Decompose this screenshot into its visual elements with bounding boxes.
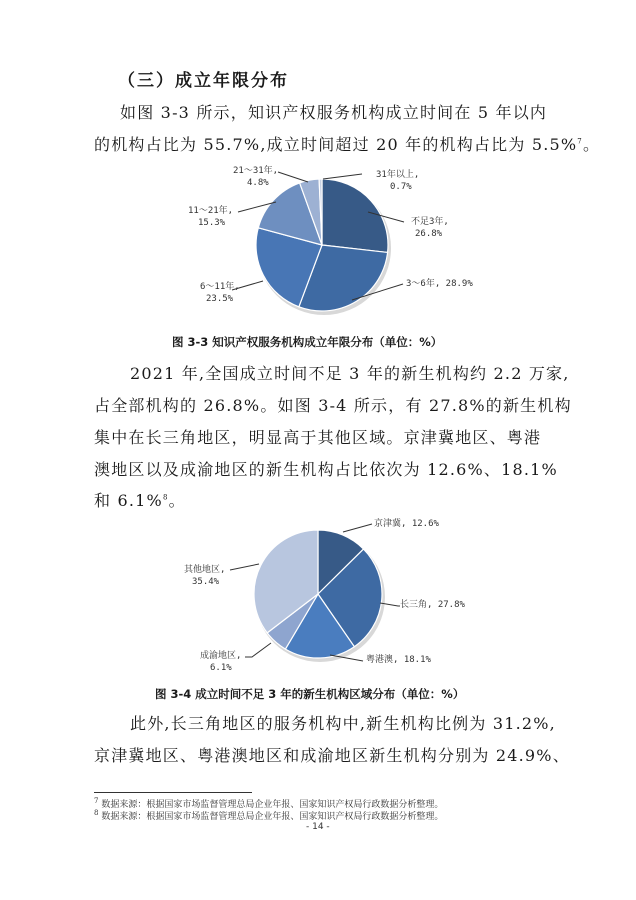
- pie2-label-jingjinji: 京津冀, 12.6%: [374, 519, 439, 529]
- paragraph-3-line-2: 京津冀地区、粤港澳地区和成渝地区新生机构分别为 24.9%、: [94, 746, 570, 765]
- pie2-label-chengyu: 成渝地区, 6.1%: [200, 651, 242, 673]
- leader-line: [245, 643, 271, 657]
- pie1-label-under-3: 不足3年, 26.8%: [411, 217, 449, 239]
- paragraph-2-line-4: 澳地区以及成渝地区的新生机构占比依次为 12.6%、18.1%: [94, 460, 558, 479]
- footnote-8: $^8$ 数据来源：根据国家市场监督管理总局企业年报、国家知识产权局行政数据分析整理。: [94, 809, 444, 822]
- punctuation: 。: [168, 491, 186, 510]
- paragraph-2-line-3: 集中在长三角地区，明显高于其他区域。京津冀地区、粤港: [94, 428, 542, 447]
- paragraph-3-line-1: 此外,长三角地区的服务机构中,新生机构比例为 31.2%,: [130, 714, 556, 733]
- paragraph-2-line-2: 占全部机构的 26.8%。如图 3-4 所示，有 27.8%的新生机构: [94, 396, 572, 415]
- pie1-label-31-plus: 31年以上, 0.7%: [376, 170, 420, 192]
- figure-3-4-caption: 图 3-4 成立时间不足 3 年的新生机构区域分布（单位：%）: [155, 687, 465, 701]
- footnote-7: $^7$ 数据来源：根据国家市场监督管理总局企业年报、国家知识产权局行政数据分析整理。: [94, 797, 444, 810]
- paragraph-2-line-1: 2021 年,全国成立时间不足 3 年的新生机构约 2.2 万家,: [130, 364, 570, 383]
- section-heading: （三）成立年限分布: [118, 71, 289, 91]
- pie1-label-21-31: 21～31年, 4.8%: [233, 166, 279, 188]
- footnote-separator: [94, 792, 252, 793]
- pie1-label-3-6: 3～6年, 28.9%: [406, 279, 473, 289]
- punctuation: 。: [582, 135, 601, 154]
- figure-3-3-caption: 图 3-3 知识产权服务机构成立年限分布（单位：%）: [172, 335, 443, 349]
- page-number: - 14 -: [306, 822, 330, 832]
- paragraph-1-line-1: 如图 3-3 所示，知识产权服务机构成立时间在 5 年以内: [120, 103, 548, 122]
- pie1-label-11-21: 11～21年, 15.3%: [188, 206, 234, 228]
- leader-line: [343, 524, 372, 532]
- pie1-label-6-11: 6～11年, 23.5%: [200, 282, 240, 304]
- pie2-label-yangtze-delta: 长三角, 27.8%: [400, 600, 465, 610]
- paragraph-1-text: 的机构占比为 55.7%,成立时间超过 20 年的机构占比为 5.5%: [94, 135, 578, 154]
- footnote-ref-8[interactable]: 8: [162, 493, 169, 502]
- leader-line: [230, 564, 259, 570]
- pie2-label-other: 其他地区, 35.4%: [184, 565, 226, 587]
- paragraph-2-text: 和 6.1%: [94, 491, 163, 510]
- footnote-ref-7[interactable]: 7: [577, 137, 583, 146]
- pie2-label-gba: 粤港澳, 18.1%: [366, 655, 431, 665]
